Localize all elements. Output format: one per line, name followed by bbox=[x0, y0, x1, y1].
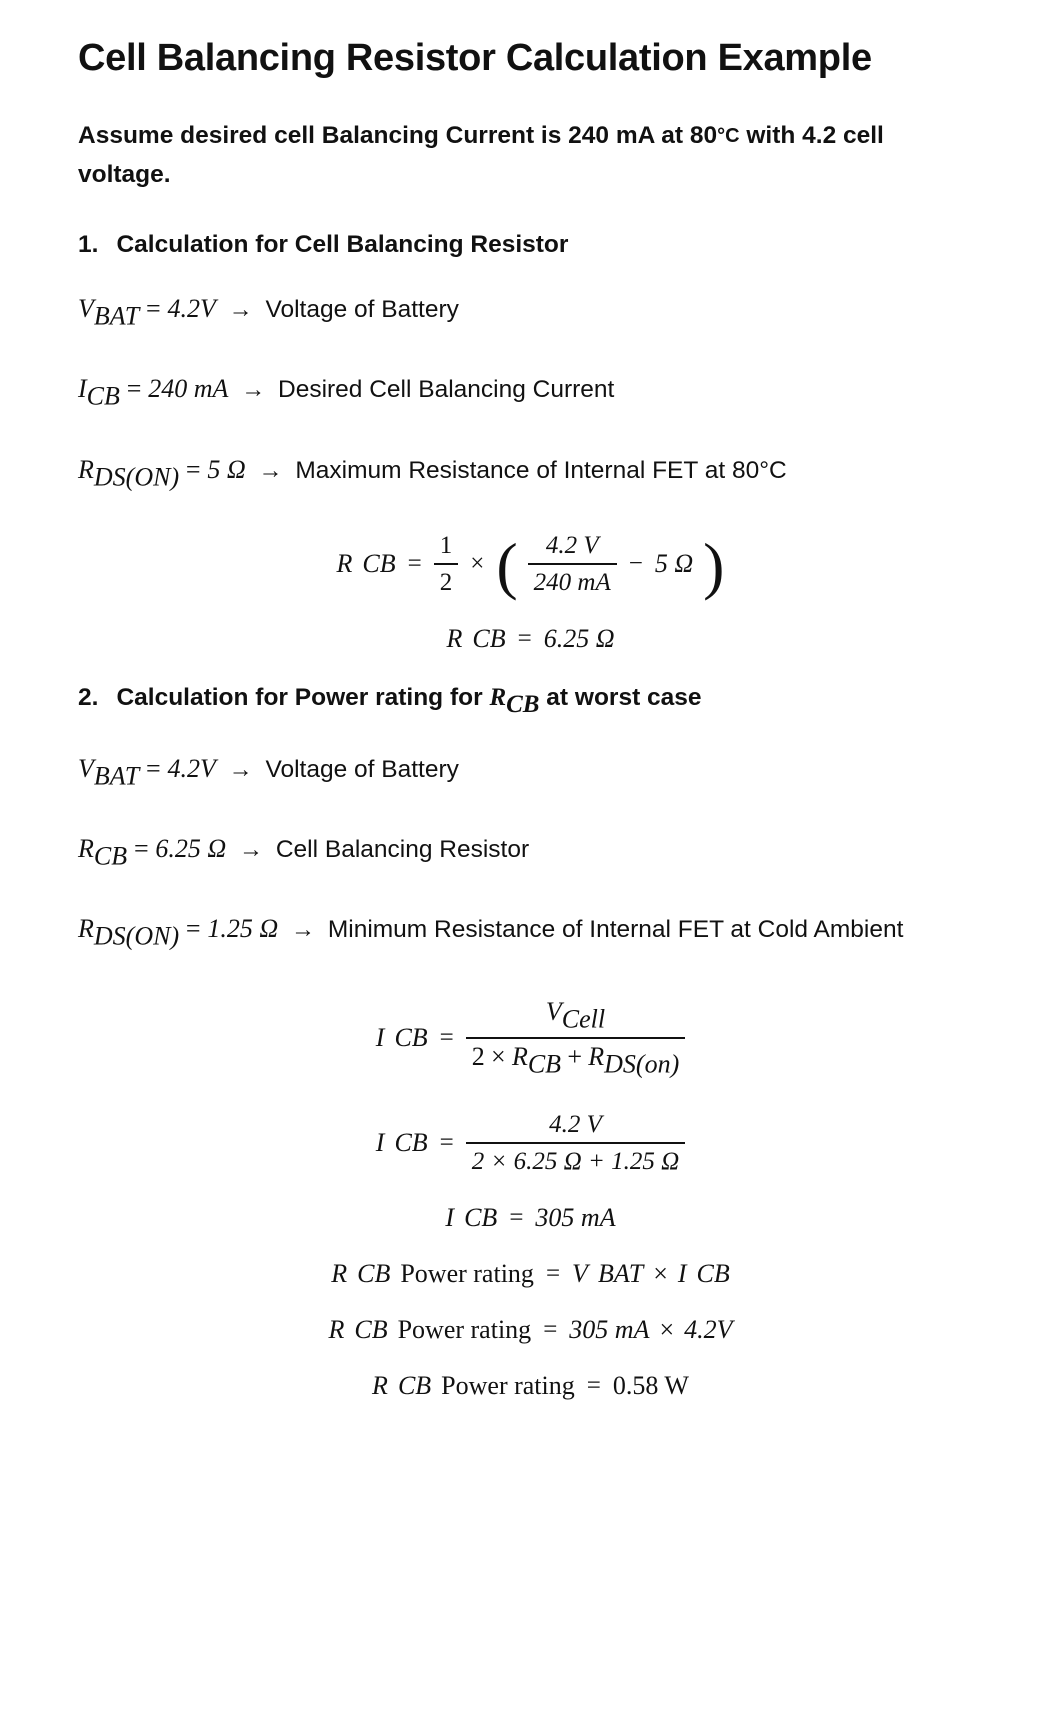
equals-sign: = bbox=[545, 1259, 561, 1287]
equals-sign: = bbox=[517, 624, 532, 652]
equation-power-rating-numeric bbox=[78, 1315, 983, 1345]
subscript-dson: DS(on) bbox=[604, 1049, 680, 1079]
symbol-icb: I bbox=[677, 1258, 687, 1288]
description-icb: Desired Cell Balancing Current bbox=[278, 376, 615, 404]
value-rcb-result: 6.25 Ω bbox=[543, 623, 615, 653]
value-rdson: 1.25 Ω bbox=[207, 914, 279, 944]
section-2-heading bbox=[78, 684, 983, 719]
assumption-text-part1: Assume desired cell Balancing Current is 240 mA at 80 bbox=[78, 121, 718, 149]
denominator-resistance-sum bbox=[466, 1039, 685, 1081]
symbol-r: R bbox=[78, 454, 94, 484]
fraction-voltage-over-current bbox=[528, 530, 617, 598]
numerator-voltage: 4.2 V bbox=[545, 531, 599, 559]
assumption-statement bbox=[78, 116, 978, 195]
arrow-icon: → bbox=[241, 376, 266, 404]
equals-sign: = bbox=[185, 914, 201, 944]
assumption-text-part2: with 4.2 cell voltage. bbox=[78, 121, 884, 189]
arrow-icon: → bbox=[258, 456, 283, 484]
degree-celsius-unit: °C bbox=[717, 124, 740, 147]
subscript-dson: DS(ON) bbox=[93, 921, 180, 951]
section-2-title-pre: Calculation for Power rating for bbox=[116, 683, 483, 711]
symbol-icb: I bbox=[375, 1023, 385, 1053]
symbol-icb: I bbox=[445, 1202, 455, 1232]
equals-sign: = bbox=[407, 549, 422, 577]
value-power-result: 0.58 W bbox=[612, 1370, 689, 1400]
symbol-v: V bbox=[78, 293, 94, 323]
value-vbat: 4.2V bbox=[167, 753, 216, 783]
section-1-number: 1. bbox=[78, 230, 99, 258]
right-paren: ) bbox=[703, 529, 725, 601]
symbol-rcb: R bbox=[511, 1042, 528, 1072]
symbol-i: I bbox=[78, 374, 87, 404]
given-vbat-1 bbox=[78, 289, 983, 335]
equation-power-rating-result bbox=[78, 1371, 983, 1401]
value-rcb: 6.25 Ω bbox=[513, 1147, 582, 1175]
symbol-r: R bbox=[78, 914, 94, 944]
section-1-title: Calculation for Cell Balancing Resistor bbox=[116, 230, 569, 258]
subscript-bat: BAT bbox=[93, 301, 140, 331]
equals-sign: = bbox=[439, 1128, 454, 1156]
subscript-cell: Cell bbox=[561, 1003, 606, 1033]
arrow-icon: → bbox=[228, 755, 253, 783]
subscript-dson: DS(ON) bbox=[93, 461, 180, 491]
given-rcb-2 bbox=[78, 829, 983, 875]
arrow-icon: → bbox=[228, 295, 253, 323]
section-2-number: 2. bbox=[78, 683, 99, 711]
arrow-icon: → bbox=[291, 916, 316, 944]
description-rdson: Minimum Resistance of Internal FET at Cold Ambient bbox=[327, 916, 904, 944]
equals-sign: = bbox=[126, 374, 142, 404]
subscript-cb: CB bbox=[394, 1127, 428, 1157]
value-current: 305 mA bbox=[569, 1314, 650, 1344]
subscript-cb: CB bbox=[357, 1258, 391, 1288]
equals-sign: = bbox=[439, 1024, 454, 1052]
value-icb-result: 305 mA bbox=[535, 1202, 616, 1232]
symbol-v: V bbox=[545, 996, 562, 1026]
minus-sign: − bbox=[628, 549, 643, 577]
plus-sign: + bbox=[588, 1147, 605, 1175]
equals-sign: = bbox=[145, 293, 161, 323]
symbol-icb: I bbox=[375, 1127, 385, 1157]
subscript-cb: CB bbox=[93, 841, 128, 871]
equation-icb-symbolic bbox=[78, 996, 983, 1081]
multiply-sign: × bbox=[491, 1042, 506, 1072]
equation-rcb-result bbox=[78, 624, 983, 654]
value-rdson: 1.25 Ω bbox=[611, 1147, 680, 1175]
plus-sign: + bbox=[567, 1042, 582, 1072]
multiply-sign: × bbox=[470, 549, 485, 577]
subscript-cb: CB bbox=[472, 623, 506, 653]
equals-sign: = bbox=[185, 454, 201, 484]
multiply-sign: × bbox=[653, 1258, 668, 1288]
fraction-vcell-over-resistance bbox=[466, 996, 685, 1081]
section-1-heading bbox=[78, 231, 983, 259]
multiply-sign: × bbox=[490, 1147, 508, 1175]
equation-rcb-formula bbox=[78, 529, 983, 601]
description-vbat: Voltage of Battery bbox=[265, 755, 459, 783]
denominator-2: 2 bbox=[439, 568, 453, 596]
multiply-sign: × bbox=[659, 1314, 675, 1344]
subscript-cb: CB bbox=[397, 1370, 432, 1400]
given-rdson-1 bbox=[78, 450, 983, 496]
denominator-current: 240 mA bbox=[533, 568, 611, 596]
subscript-cb: CB bbox=[362, 548, 396, 578]
fraction-numeric bbox=[466, 1109, 685, 1177]
symbol-vbat: V bbox=[572, 1258, 588, 1288]
subscript-cb: CB bbox=[354, 1314, 388, 1344]
given-icb-1 bbox=[78, 369, 983, 415]
description-vbat: Voltage of Battery bbox=[265, 295, 459, 323]
numerator-vcell bbox=[540, 996, 611, 1038]
equation-icb-numeric bbox=[78, 1109, 983, 1177]
symbol-rcb: R bbox=[336, 548, 353, 578]
page-title: Cell Balancing Resistor Calculation Example bbox=[78, 37, 872, 79]
value-vbat: 4.2V bbox=[167, 293, 216, 323]
subscript-cb: CB bbox=[86, 381, 120, 411]
subscript-cb: CB bbox=[527, 1049, 562, 1079]
given-rdson-2 bbox=[78, 909, 983, 955]
section-2-title bbox=[116, 684, 701, 719]
subscript-cb: CB bbox=[464, 1202, 498, 1232]
symbol-rcb: R bbox=[331, 1258, 348, 1288]
symbol-v: V bbox=[78, 753, 94, 783]
symbol-rcb: R bbox=[372, 1370, 388, 1400]
numerator-1: 1 bbox=[439, 531, 453, 559]
label-power-rating: Power rating bbox=[400, 1258, 534, 1288]
description-rcb: Cell Balancing Resistor bbox=[275, 836, 530, 864]
left-paren: ( bbox=[496, 529, 518, 601]
equation-power-rating-symbolic bbox=[78, 1259, 983, 1289]
given-vbat-2 bbox=[78, 749, 983, 795]
equals-sign: = bbox=[509, 1203, 524, 1231]
symbol-r: R bbox=[78, 834, 94, 864]
fet-resistance-value: 5 Ω bbox=[654, 548, 694, 578]
denominator-numeric-sum bbox=[466, 1144, 685, 1177]
fraction-one-half bbox=[434, 530, 459, 598]
coefficient-2: 2 bbox=[471, 1147, 485, 1175]
numerator-voltage-value: 4.2 V bbox=[549, 1110, 602, 1138]
value-voltage: 4.2V bbox=[684, 1314, 733, 1344]
equals-sign: = bbox=[133, 834, 149, 864]
value-rcb: 6.25 Ω bbox=[155, 834, 227, 864]
label-power-rating: Power rating bbox=[397, 1314, 532, 1344]
symbol-rcb: R bbox=[328, 1314, 345, 1344]
equation-icb-result bbox=[78, 1203, 983, 1233]
equals-sign: = bbox=[586, 1371, 601, 1399]
description-rdson: Maximum Resistance of Internal FET at 80°C bbox=[295, 456, 787, 484]
value-rdson: 5 Ω bbox=[207, 454, 246, 484]
subscript-cb: CB bbox=[506, 690, 540, 718]
equals-sign: = bbox=[543, 1315, 558, 1343]
arrow-icon: → bbox=[239, 836, 264, 864]
section-2-title-post: at worst case bbox=[546, 683, 702, 711]
symbol-rdson: R bbox=[588, 1042, 605, 1072]
equals-sign: = bbox=[145, 753, 161, 783]
subscript-cb: CB bbox=[394, 1023, 428, 1053]
symbol-rcb: R bbox=[446, 623, 463, 653]
symbol-rcb: R bbox=[489, 683, 507, 711]
label-power-rating: Power rating bbox=[441, 1370, 575, 1400]
subscript-bat: BAT bbox=[93, 761, 140, 791]
subscript-cb: CB bbox=[696, 1258, 730, 1288]
subscript-bat: BAT bbox=[597, 1258, 644, 1288]
coefficient-2: 2 bbox=[471, 1042, 485, 1072]
value-icb: 240 mA bbox=[148, 374, 229, 404]
